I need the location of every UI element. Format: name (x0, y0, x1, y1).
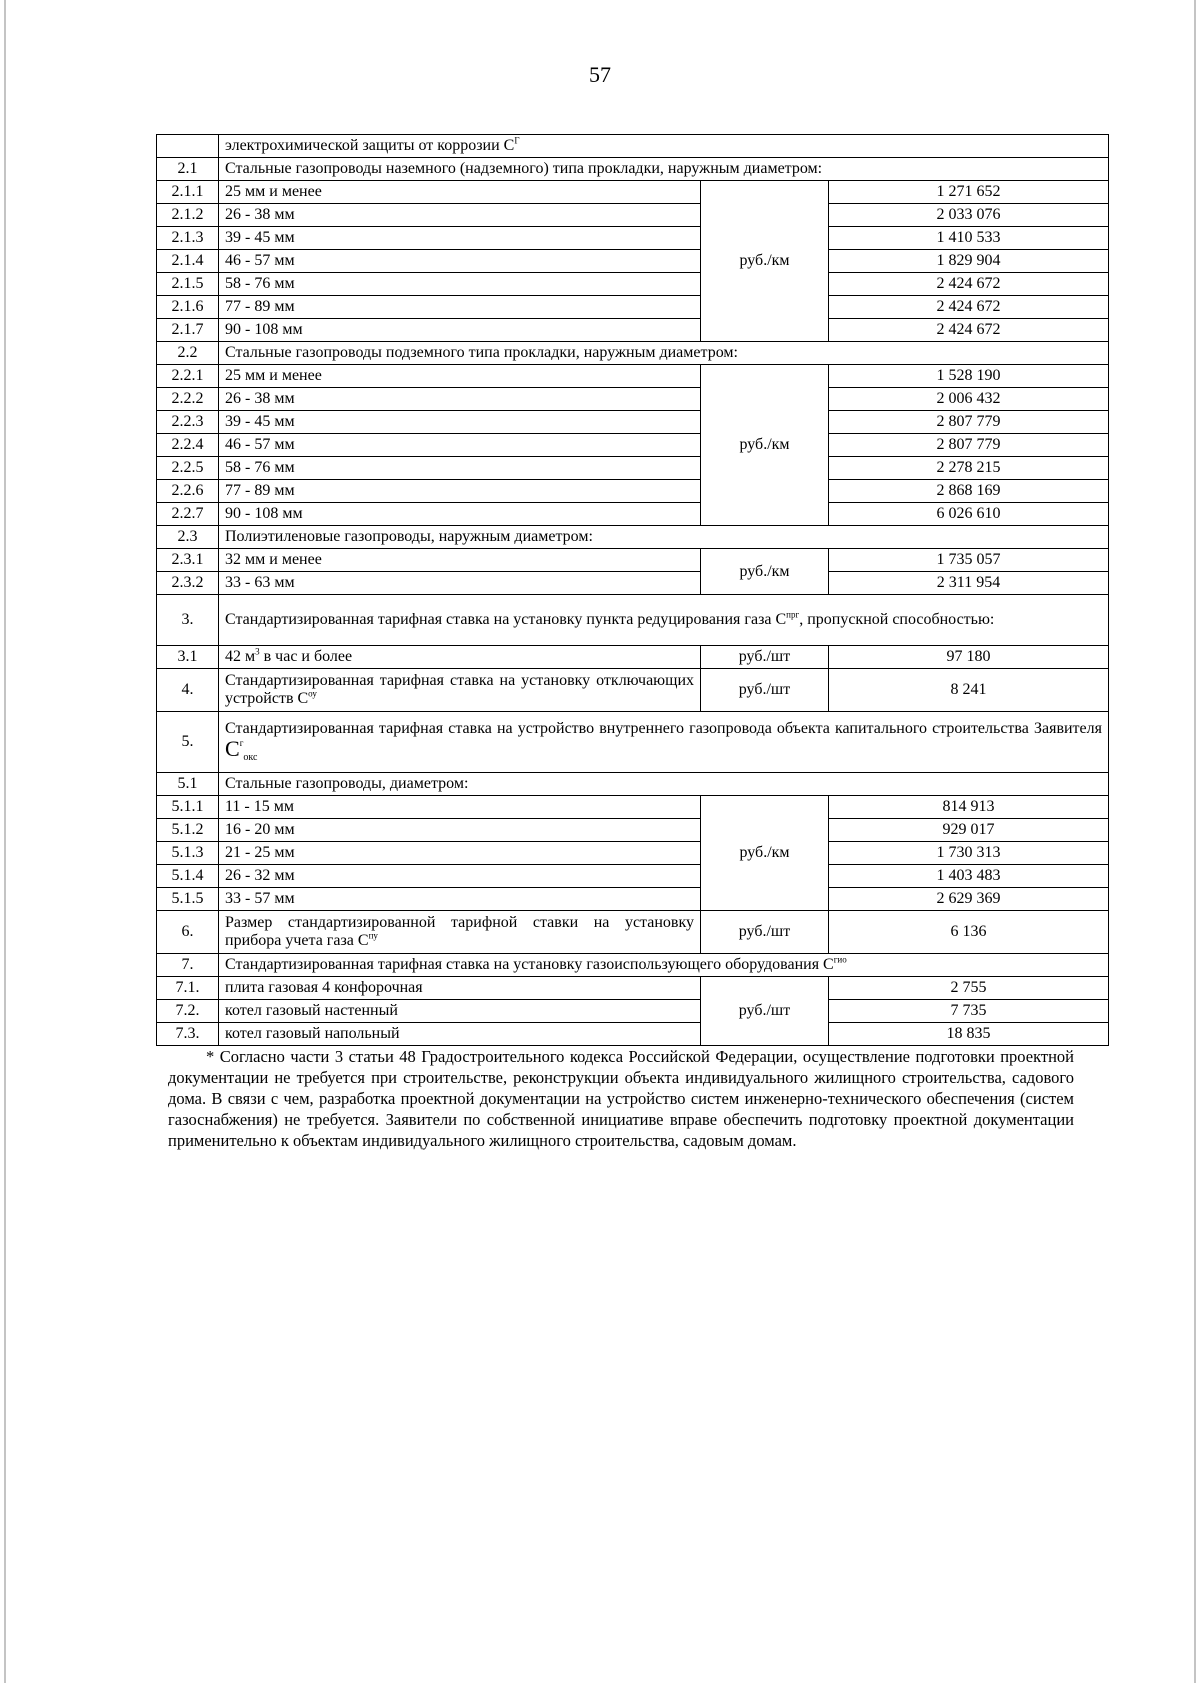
row-label: плита газовая 4 конфорочная (219, 977, 701, 1000)
row-value: 18 835 (829, 1023, 1109, 1046)
tariff-table (156, 134, 1109, 1046)
row-number: 2.1.6 (157, 296, 219, 319)
row-number: 2.2.4 (157, 434, 219, 457)
unit-cell: руб./шт (701, 911, 829, 954)
table-row (157, 296, 1109, 319)
row-value: 929 017 (829, 819, 1109, 842)
row-number: 7.3. (157, 1023, 219, 1046)
table-row (157, 819, 1109, 842)
page-number: 57 (589, 62, 611, 87)
row-number: 2.3 (157, 526, 219, 549)
row-number: 5.1.1 (157, 796, 219, 819)
row-number: 5.1.3 (157, 842, 219, 865)
row-number: 2.3.2 (157, 572, 219, 595)
table-row (157, 434, 1109, 457)
unit-cell: руб./шт (701, 669, 829, 712)
table-row (157, 250, 1109, 273)
row-value: 1 735 057 (829, 549, 1109, 572)
row-value: 2 424 672 (829, 273, 1109, 296)
row-value: 7 735 (829, 1000, 1109, 1023)
table-row (157, 865, 1109, 888)
row-number: 6. (157, 911, 219, 954)
row-value: 814 913 (829, 796, 1109, 819)
unit-cell: руб./шт (701, 646, 829, 669)
table-row (157, 227, 1109, 250)
row-number: 7.2. (157, 1000, 219, 1023)
row-value: 2 006 432 (829, 388, 1109, 411)
table-row (157, 135, 1109, 158)
row-number: 2.1.1 (157, 181, 219, 204)
section-header-2-2 (157, 342, 1109, 365)
row-number: 7. (157, 954, 219, 977)
row-value: 2 868 169 (829, 480, 1109, 503)
row-number: 3.1 (157, 646, 219, 669)
row-value: 2 311 954 (829, 572, 1109, 595)
row-label: 25 мм и менее (219, 181, 701, 204)
row-value: 1 403 483 (829, 865, 1109, 888)
table-row (157, 572, 1109, 595)
row-value: 8 241 (829, 669, 1109, 712)
row-value: 6 136 (829, 911, 1109, 954)
row-label: котел газовый напольный (219, 1023, 701, 1046)
section-row-4 (157, 669, 1109, 712)
row-number: 2.1.7 (157, 319, 219, 342)
section-header-3 (157, 595, 1109, 646)
row-number: 2.2.3 (157, 411, 219, 434)
row-value: 1 730 313 (829, 842, 1109, 865)
section-title: Стальные газопроводы, диаметром: (219, 773, 1109, 796)
row-number: 5. (157, 712, 219, 773)
unit-cell: руб./шт (701, 977, 829, 1046)
row-label: 39 - 45 мм (219, 227, 701, 250)
section-header-2-3 (157, 526, 1109, 549)
row-label: 32 мм и менее (219, 549, 701, 572)
row-number: 2.1.5 (157, 273, 219, 296)
table-row (157, 181, 1109, 204)
row-label: 26 - 32 мм (219, 865, 701, 888)
unit-cell: руб./км (701, 549, 829, 595)
table-row (157, 365, 1109, 388)
row-label: 46 - 57 мм (219, 434, 701, 457)
section-row-6 (157, 911, 1109, 954)
row-label: 90 - 108 мм (219, 503, 701, 526)
unit-cell: руб./км (701, 181, 829, 342)
scan-edge-right (1194, 0, 1196, 1683)
row-label: Стандартизированная тарифная ставка на установку отключающих устройств $С^{оу}$ (219, 669, 701, 712)
section-title: Стандартизированная тарифная ставка на установку пункта редуцирования газа $С^{прг}$, пропускной способностью: (219, 595, 1109, 646)
section-header-7 (157, 954, 1109, 977)
row-number: 2.2.6 (157, 480, 219, 503)
table-row (157, 977, 1109, 1000)
row-value: 2 424 672 (829, 296, 1109, 319)
row-label: 58 - 76 мм (219, 457, 701, 480)
row-value: 1 829 904 (829, 250, 1109, 273)
cost-symbol: $С^г_{окс}$ (225, 735, 258, 763)
row-label: 33 - 57 мм (219, 888, 701, 911)
section-title: Стальные газопроводы наземного (надземного) типа прокладки, наружным диаметром: (219, 158, 1109, 181)
row-number: 2.3.1 (157, 549, 219, 572)
section-header-2-1 (157, 158, 1109, 181)
table-row (157, 457, 1109, 480)
row-value: 1 528 190 (829, 365, 1109, 388)
table-row (157, 796, 1109, 819)
row-label: Размер стандартизированной тарифной ставки на установку прибора учета газа $С^{пу}$ (219, 911, 701, 954)
row-title: электрохимической защиты от коррозии $С^Г$ (219, 135, 1109, 158)
row-value: 1 271 652 (829, 181, 1109, 204)
section-header-5-1 (157, 773, 1109, 796)
row-label: 77 - 89 мм (219, 480, 701, 503)
row-label: 33 - 63 мм (219, 572, 701, 595)
table-row (157, 549, 1109, 572)
section-header-5 (157, 712, 1109, 773)
row-number: 3. (157, 595, 219, 646)
table-row (157, 646, 1109, 669)
row-label: 77 - 89 мм (219, 296, 701, 319)
row-number: 2.2.5 (157, 457, 219, 480)
row-label: 26 - 38 мм (219, 204, 701, 227)
row-value: 97 180 (829, 646, 1109, 669)
table-row (157, 842, 1109, 865)
row-number: 2.1.4 (157, 250, 219, 273)
section-title: Стандартизированная тарифная ставка на установку газоиспользующего оборудования $С^{гио}$ (219, 954, 1109, 977)
unit-cell: руб./км (701, 365, 829, 526)
row-number: 2.2.1 (157, 365, 219, 388)
row-number: 5.1 (157, 773, 219, 796)
row-value: 6 026 610 (829, 503, 1109, 526)
row-label: 25 мм и менее (219, 365, 701, 388)
section-title: Стальные газопроводы подземного типа прокладки, наружным диаметром: (219, 342, 1109, 365)
row-label: 21 - 25 мм (219, 842, 701, 865)
unit-cell: руб./км (701, 796, 829, 911)
section-title: Полиэтиленовые газопроводы, наружным диаметром: (219, 526, 1109, 549)
table-row (157, 503, 1109, 526)
row-value: 2 424 672 (829, 319, 1109, 342)
row-label: 26 - 38 мм (219, 388, 701, 411)
table-row (157, 204, 1109, 227)
row-number: 5.1.5 (157, 888, 219, 911)
row-label: 11 - 15 мм (219, 796, 701, 819)
row-number: 2.1.2 (157, 204, 219, 227)
table-row (157, 888, 1109, 911)
row-number: 2.1.3 (157, 227, 219, 250)
row-number: 4. (157, 669, 219, 712)
row-label: 39 - 45 мм (219, 411, 701, 434)
row-number: 2.2.2 (157, 388, 219, 411)
row-value: 2 033 076 (829, 204, 1109, 227)
row-label: 16 - 20 мм (219, 819, 701, 842)
row-value: 2 807 779 (829, 411, 1109, 434)
row-value: 2 807 779 (829, 434, 1109, 457)
row-number: 2.2 (157, 342, 219, 365)
table-row (157, 273, 1109, 296)
row-number: 5.1.4 (157, 865, 219, 888)
scan-edge-left (4, 0, 6, 1683)
table-row (157, 411, 1109, 434)
row-number: 2.2.7 (157, 503, 219, 526)
table-row (157, 480, 1109, 503)
row-label: 42 $м^3$ в час и более (219, 646, 701, 669)
row-label: 58 - 76 мм (219, 273, 701, 296)
row-label: котел газовый настенный (219, 1000, 701, 1023)
row-value: 2 629 369 (829, 888, 1109, 911)
row-number: 2.1 (157, 158, 219, 181)
row-number: 5.1.2 (157, 819, 219, 842)
footnote: * Согласно части 3 статьи 48 Градостроительного кодекса Российской Федерации, осуществление подготовки проектной документации не требуется при строительстве, реконструкции объекта индивидуального жилищного строительства, садового дома. В связи с чем, разработка проектной документации на устройство систем инженерно-технического обеспечения (систем газоснабжения) не требуется. Заявители по собственной инициативе вправе обеспечить подготовку проектной документации применительно к объектам индивидуального жилищного строительства, садовым домам. (168, 1047, 1074, 1150)
row-value: 2 278 215 (829, 457, 1109, 480)
table-row (157, 1023, 1109, 1046)
row-label: 90 - 108 мм (219, 319, 701, 342)
row-label: 46 - 57 мм (219, 250, 701, 273)
row-number: 7.1. (157, 977, 219, 1000)
table-row (157, 1000, 1109, 1023)
row-value: 1 410 533 (829, 227, 1109, 250)
table-row (157, 319, 1109, 342)
section-title: Стандартизированная тарифная ставка на устройство внутреннего газопровода объекта капитального строительства Заявителя $С^г_{окс}$ (219, 712, 1109, 773)
table-row (157, 388, 1109, 411)
row-number (157, 135, 219, 158)
row-value: 2 755 (829, 977, 1109, 1000)
